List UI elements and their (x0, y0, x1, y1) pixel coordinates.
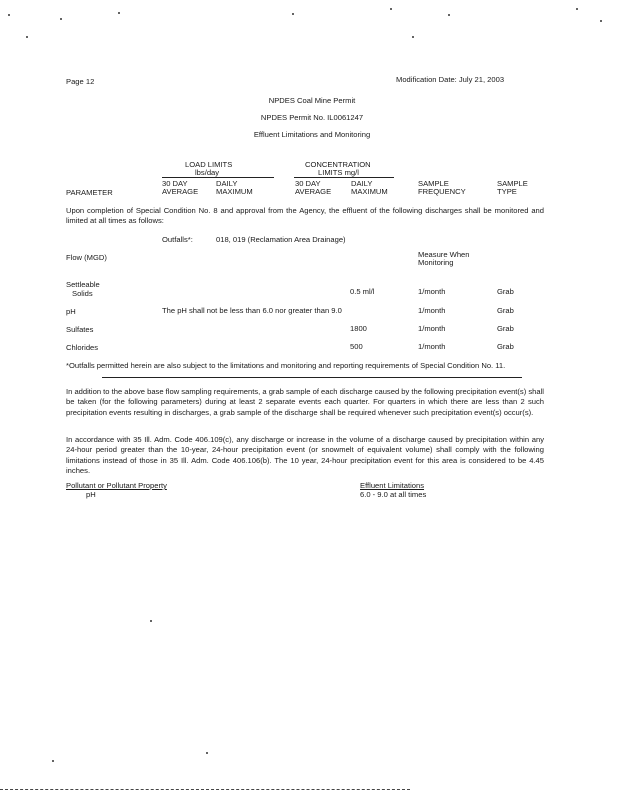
scan-speck (576, 8, 578, 10)
header-daily-load: DAILY (216, 179, 238, 188)
row-sulfates-type: Grab (497, 324, 514, 333)
scan-speck (412, 36, 414, 38)
row-settleable-frequency: 1/month (418, 287, 446, 296)
row-flow-frequency-l2: Monitoring (418, 258, 454, 267)
row-flow-frequency: Measure When (418, 250, 470, 259)
row-sulfates-frequency: 1/month (418, 324, 446, 333)
intro-paragraph: Upon completion of Special Condition No. 8 and approval from the Agency, the effluent of the following discharges shall be monitored and limited at all times as follows: (66, 206, 544, 226)
outfalls-footnote: *Outfalls permitted herein are also subject to the limitations and monitoring and reporting requirements of Special Condition No. 11. (66, 361, 506, 370)
row-ph-note: The pH shall not be less than 6.0 nor greater than 9.0 (162, 306, 342, 315)
scan-speck (60, 18, 62, 20)
row-ph-frequency: 1/month (418, 306, 446, 315)
conc-limits-rule (294, 177, 394, 178)
doc-title-section: Effluent Limitations and Monitoring (253, 130, 371, 139)
scan-speck (292, 13, 294, 15)
row-chlorides-frequency: 1/month (418, 342, 446, 351)
scan-speck (448, 14, 450, 16)
header-daily-conc: DAILY (351, 179, 373, 188)
scan-speck (26, 36, 28, 38)
scan-speck (150, 620, 152, 622)
row-flow-name: Flow (MGD) (66, 253, 107, 262)
header-load-limits: LOAD LIMITS (185, 160, 233, 169)
load-limits-rule (162, 177, 274, 178)
pollutant-value: pH (86, 490, 96, 499)
header-30day-conc-avg: AVERAGE (295, 187, 332, 196)
row-sulfates-daily-max: 1800 (350, 324, 367, 333)
scan-speck (52, 760, 54, 762)
row-ph-type: Grab (497, 306, 514, 315)
outfalls-value: 018, 019 (Reclamation Area Drainage) (216, 235, 346, 244)
header-30day-load: 30 DAY (162, 179, 188, 188)
header-limits-mgl: LIMITS mg/l (318, 168, 359, 177)
scan-speck (118, 12, 120, 14)
row-chlorides-daily-max: 500 (350, 342, 363, 351)
row-sulfates-name: Sulfates (66, 325, 94, 334)
section-divider (102, 377, 522, 378)
row-chlorides-type: Grab (497, 342, 514, 351)
scan-speck (600, 20, 602, 22)
row-settleable-daily-max: 0.5 ml/l (350, 287, 375, 296)
header-sample-type: SAMPLE (497, 179, 528, 188)
page-number: Page 12 (66, 77, 95, 86)
header-daily-conc-max: MAXIMUM (351, 187, 388, 196)
effluent-header: Effluent Limitations (360, 481, 425, 490)
row-settleable-name: Settleable (66, 280, 100, 289)
row-settleable-type: Grab (497, 287, 514, 296)
row-chlorides-name: Chlorides (66, 343, 99, 352)
header-sample-frequency-l2: FREQUENCY (418, 187, 466, 196)
row-ph-name: pH (66, 307, 76, 316)
scan-speck (206, 752, 208, 754)
doc-title-permit-number: NPDES Permit No. IL0061247 (260, 113, 364, 122)
scan-speck (8, 14, 10, 16)
header-daily-load-max: MAXIMUM (216, 187, 253, 196)
scan-bottom-edge (0, 789, 410, 790)
row-settleable-name-l2: Solids (72, 289, 93, 298)
header-30day-conc: 30 DAY (295, 179, 321, 188)
header-sample-frequency: SAMPLE (418, 179, 449, 188)
doc-title-permit: NPDES Coal Mine Permit (268, 96, 356, 105)
scan-speck (390, 8, 392, 10)
header-lbs-day: lbs/day (195, 168, 220, 177)
header-30day-load-avg: AVERAGE (162, 187, 199, 196)
modification-date: Modification Date: July 21, 2003 (396, 75, 505, 84)
header-parameter: PARAMETER (66, 188, 113, 197)
pollutant-header: Pollutant or Pollutant Property (66, 481, 167, 490)
precipitation-sampling-paragraph: In addition to the above base flow sampling requirements, a grab sample of each discharge caused by the following precipitation event(s) shall be taken (for the following parameters) during at least 2 separate events each quarter. For quarters in which there are less than 2 such precipitation events resulting in discharges, a grab sample of the discharge shall be required whenever such precipitation event(s) occur(s). (66, 387, 544, 417)
outfalls-label: Outfalls*: (162, 235, 193, 244)
header-concentration: CONCENTRATION (305, 160, 371, 169)
effluent-value: 6.0 - 9.0 at all times (360, 490, 427, 499)
precipitation-event-paragraph: In accordance with 35 Ill. Adm. Code 406.109(c), any discharge or increase in the volume of a discharge caused by precipitation within any 24-hour period greater than the 10-year, 24-hour precipitation event (or snowmelt of equivalent volume) shall comply with the following limitations instead of those in 35 Ill. Adm. Code 406.106(b). The 10 year, 24-hour precipitation event for this area is considered to be 4.45 inches. (66, 435, 544, 475)
header-sample-type-l2: TYPE (497, 187, 517, 196)
